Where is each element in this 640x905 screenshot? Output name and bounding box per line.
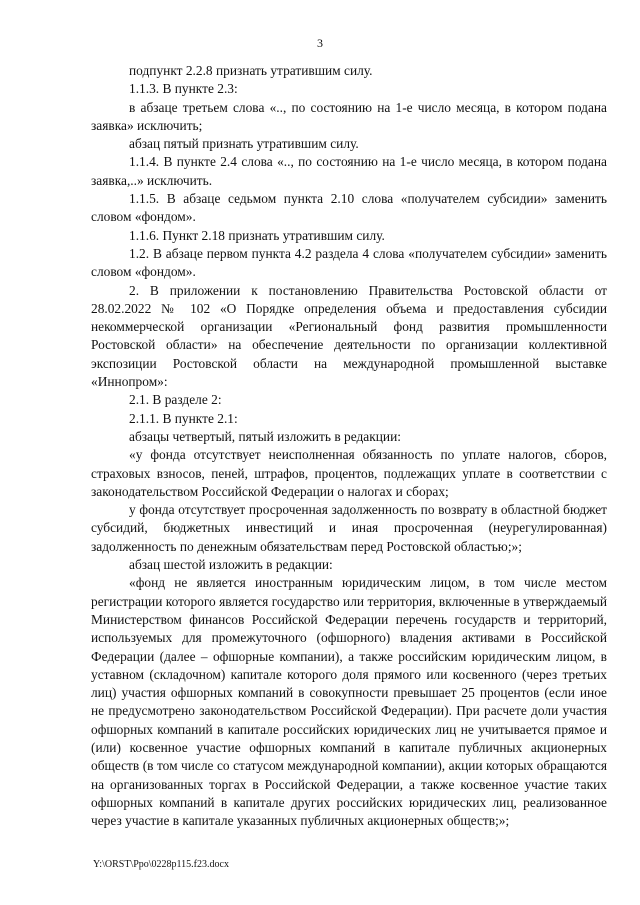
paragraph: 2. В приложении к постановлению Правительства Ростовской области от 28.02.2022 № 102 «О Порядке определения объема и предоставления субсидии некоммерческой организации «Региональный фонд развития промышленности Ростовской области» на обеспечение деятельности по организации коллективной экспозиции Ростовской области на международной промышленной выставке «Иннопром»: [91,282,607,390]
paragraph: абзац пятый признать утратившим силу. [129,136,359,152]
paragraph: 1.1.3. В пункте 2.3: [129,81,238,97]
footer-file-path: Y:\ORST\Ppo\0228p115.f23.docx [93,859,229,870]
paragraph: у фонда отсутствует просроченная задолженность по возврату в областной бюджет субсидий, бюджетных инвестиций и иная просроченная (неурегулированная) задолженность по денежным обязательствам перед Ростовской областью;»; [91,502,607,554]
paragraph: 1.1.5. В абзаце седьмом пункта 2.10 слова «получателем субсидии» заменить словом «фондом». [91,191,607,225]
paragraph: абзацы четвертый, пятый изложить в редакции: [129,428,401,444]
paragraph: подпункт 2.2.8 признать утратившим силу. [129,63,373,78]
document-body [91,62,607,830]
page-number: 3 [317,36,323,50]
paragraph: 1.1.6. Пункт 2.18 признать утратившим силу. [129,227,385,243]
paragraph: «фонд не является иностранным юридическим лицом, в том числе местом регистрации которого является государство или территория, включенные в утверждаемый Министерством финансов Российской Федерации перечень государств и территорий, используемых для промежуточного (офшорного) владения активами в Российской Федерации (далее – офшорные компании), а также российским юридическим лицом, в уставном (складочном) капитале которого доля прямого или косвенного (через третьих лиц) участия офшорных компаний в совокупности превышает 25 процентов (если иное не предусмотрено законодательством Российской Федерации). При расчете доли участия офшорных компаний в капитале российских юридических лиц не учитывается прямое и (или) косвенное участие офшорных компаний в капитале публичных акционерных обществ (в том числе со статусом международной компании), акции которых обращаются на организованных торгах в Российской Федерации, а также косвенное участие таких офшорных компаний в капитале других российских юридических лиц, реализованное через участие в капитале указанных публичных акционерных обществ;»; [91,575,607,829]
paragraph: 2.1.1. В пункте 2.1: [129,410,238,426]
paragraph: в абзаце третьем слова «.., по состоянию на 1-е число месяца, в котором подана заявка» исключить; [91,99,607,133]
paragraph: 1.2. В абзаце первом пункта 4.2 раздела 4 слова «получателем субсидии» заменить словом «фондом». [91,245,607,280]
paragraph: 2.1. В разделе 2: [129,392,222,408]
paragraph: «у фонда отсутствует неисполненная обязанность по уплате налогов, сборов, страховых взносов, пеней, штрафов, процентов, подлежащих уплате в соответствии с законодательством Российской Федерации о налогах и сборах; [91,447,607,499]
paragraph: 1.1.4. В пункте 2.4 слова «.., по состоянию на 1-е число месяца, в котором подана заявка,..» исключить. [91,154,607,188]
paragraph: абзац шестой изложить в редакции: [129,557,333,573]
